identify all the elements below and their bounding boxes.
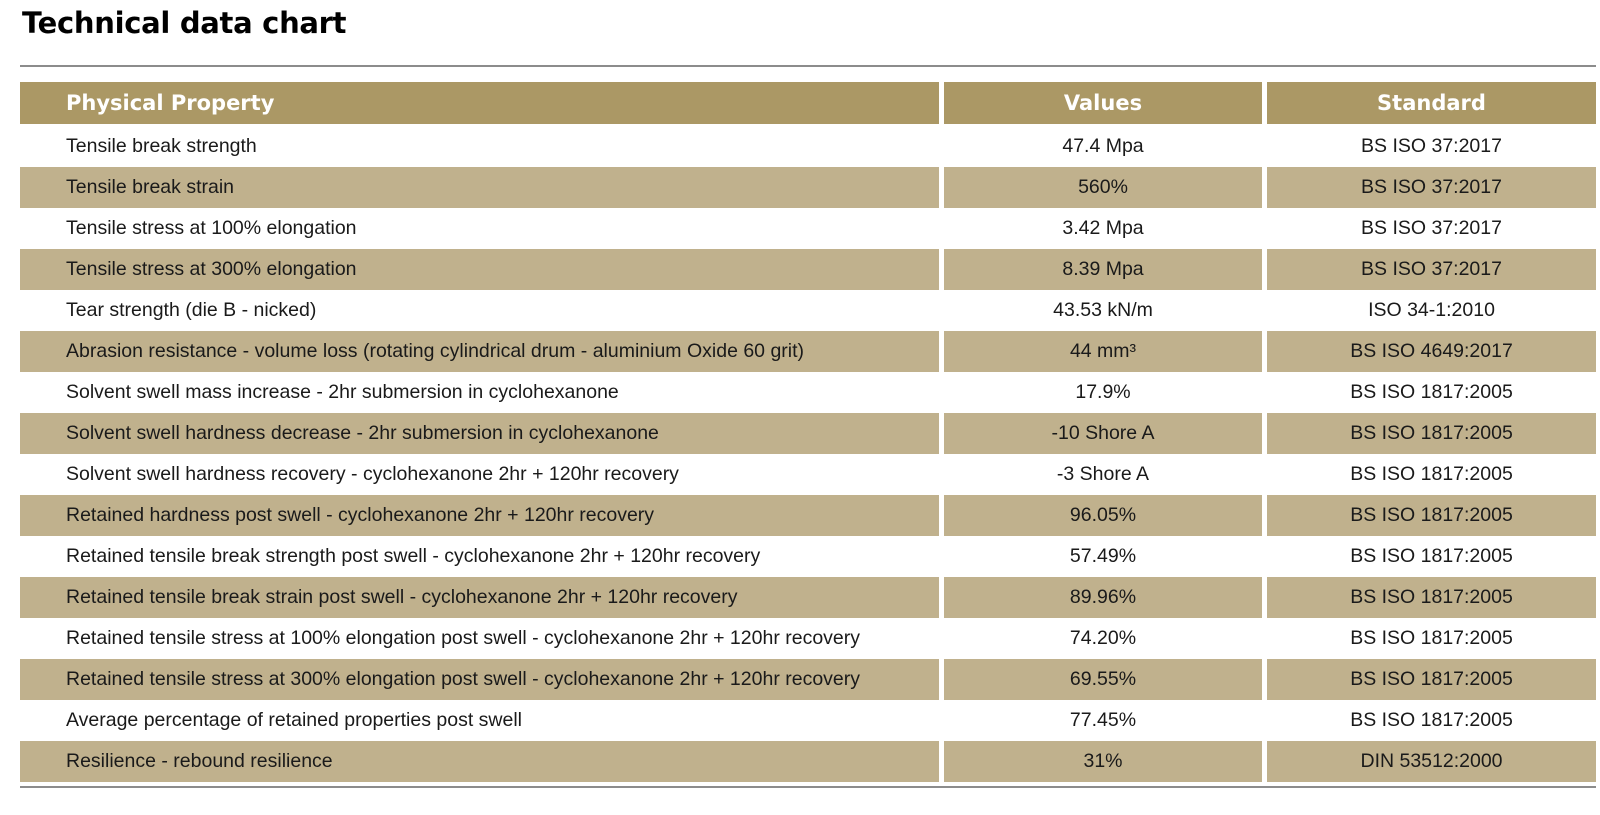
header-values: Values [944, 82, 1262, 124]
standard-cell: BS ISO 37:2017 [1267, 167, 1596, 208]
table-row [20, 700, 1596, 741]
table-row [20, 536, 1596, 577]
standard-cell: BS ISO 1817:2005 [1267, 659, 1596, 700]
value-cell: 47.4 Mpa [944, 126, 1262, 167]
table-row [20, 454, 1596, 495]
table-row [20, 495, 1596, 536]
value-cell: 69.55% [944, 659, 1262, 700]
standard-cell: BS ISO 37:2017 [1267, 126, 1596, 167]
property-cell: Tensile stress at 100% elongation [20, 208, 939, 249]
standard-cell: DIN 53512:2000 [1267, 741, 1596, 782]
standard-cell: BS ISO 1817:2005 [1267, 618, 1596, 659]
property-cell: Retained tensile break strain post swell - cyclohexanone 2hr + 120hr recovery [20, 577, 939, 618]
table-row [20, 659, 1596, 700]
table-row [20, 290, 1596, 331]
table-row [20, 618, 1596, 659]
table-row [20, 331, 1596, 372]
value-cell: 77.45% [944, 700, 1262, 741]
value-cell: -10 Shore A [944, 413, 1262, 454]
table-body [20, 126, 1596, 782]
standard-cell: BS ISO 1817:2005 [1267, 495, 1596, 536]
standard-cell: BS ISO 1817:2005 [1267, 536, 1596, 577]
header-physical-property: Physical Property [20, 82, 939, 124]
standard-cell: BS ISO 1817:2005 [1267, 577, 1596, 618]
page-title: Technical data chart [22, 6, 347, 40]
table-row [20, 577, 1596, 618]
table-row [20, 413, 1596, 454]
value-cell: 3.42 Mpa [944, 208, 1262, 249]
table-row [20, 126, 1596, 167]
value-cell: -3 Shore A [944, 454, 1262, 495]
property-cell: Retained hardness post swell - cyclohexanone 2hr + 120hr recovery [20, 495, 939, 536]
value-cell: 96.05% [944, 495, 1262, 536]
standard-cell: BS ISO 1817:2005 [1267, 413, 1596, 454]
value-cell: 31% [944, 741, 1262, 782]
value-cell: 17.9% [944, 372, 1262, 413]
property-cell: Solvent swell mass increase - 2hr submersion in cyclohexanone [20, 372, 939, 413]
table-row [20, 249, 1596, 290]
value-cell: 43.53 kN/m [944, 290, 1262, 331]
value-cell: 57.49% [944, 536, 1262, 577]
property-cell: Resilience - rebound resilience [20, 741, 939, 782]
technical-data-table [20, 82, 1596, 782]
top-divider [20, 65, 1596, 67]
table-row [20, 167, 1596, 208]
property-cell: Tear strength (die B - nicked) [20, 290, 939, 331]
table-row [20, 208, 1596, 249]
standard-cell: ISO 34-1:2010 [1267, 290, 1596, 331]
value-cell: 8.39 Mpa [944, 249, 1262, 290]
property-cell: Abrasion resistance - volume loss (rotating cylindrical drum - aluminium Oxide 60 grit) [20, 331, 939, 372]
property-cell: Tensile stress at 300% elongation [20, 249, 939, 290]
property-cell: Retained tensile stress at 300% elongation post swell - cyclohexanone 2hr + 120hr recovery [20, 659, 939, 700]
header-standard: Standard [1267, 82, 1596, 124]
property-cell: Solvent swell hardness decrease - 2hr submersion in cyclohexanone [20, 413, 939, 454]
property-cell: Retained tensile stress at 100% elongation post swell - cyclohexanone 2hr + 120hr recovery [20, 618, 939, 659]
standard-cell: BS ISO 1817:2005 [1267, 700, 1596, 741]
value-cell: 74.20% [944, 618, 1262, 659]
standard-cell: BS ISO 4649:2017 [1267, 331, 1596, 372]
property-cell: Tensile break strain [20, 167, 939, 208]
property-cell: Tensile break strength [20, 126, 939, 167]
standard-cell: BS ISO 37:2017 [1267, 249, 1596, 290]
property-cell: Average percentage of retained properties post swell [20, 700, 939, 741]
table-header-row [20, 82, 1596, 124]
property-cell: Retained tensile break strength post swell - cyclohexanone 2hr + 120hr recovery [20, 536, 939, 577]
table-row [20, 741, 1596, 782]
bottom-divider [20, 786, 1596, 788]
value-cell: 89.96% [944, 577, 1262, 618]
value-cell: 44 mm³ [944, 331, 1262, 372]
standard-cell: BS ISO 37:2017 [1267, 208, 1596, 249]
property-cell: Solvent swell hardness recovery - cyclohexanone 2hr + 120hr recovery [20, 454, 939, 495]
standard-cell: BS ISO 1817:2005 [1267, 372, 1596, 413]
table-row [20, 372, 1596, 413]
standard-cell: BS ISO 1817:2005 [1267, 454, 1596, 495]
value-cell: 560% [944, 167, 1262, 208]
